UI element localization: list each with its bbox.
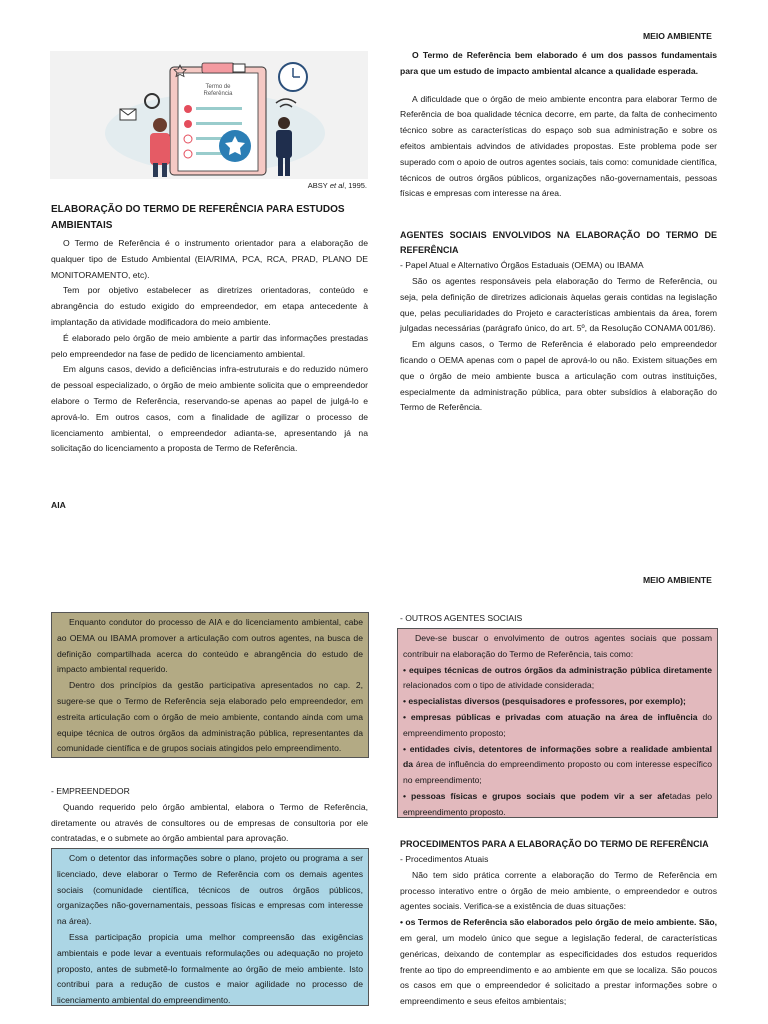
illustration xyxy=(50,51,368,179)
blue-paragraph: Com o detentor das informações sobre o plano, projeto ou programa a ser licenciado, deve elaborar o Termo de Referência com os demais agentes sociais (comunidade científica, técnicos de outros órgãos públicos, organizações não-governamentais, pessoas físicas e empresas com interesse na área). xyxy=(57,853,363,927)
list-item xyxy=(403,789,712,821)
empreendedor-paragraph: Quando requerido pelo órgão ambiental, elabora o Termo de Referência, diretamente ou através de consultores ou de empresas de consultoria por ele contratadas, e o submete ao órgão ambiental para aprovação. xyxy=(51,801,368,844)
pink-callout-box xyxy=(397,628,718,818)
footer-left: AIA xyxy=(51,500,66,510)
procedimentos-heading: PROCEDIMENTOS PARA A ELABORAÇÃO DO TERMO DE REFERÊNCIA xyxy=(400,839,709,849)
right-heading: AGENTES SOCIAIS ENVOLVIDOS NA ELABORAÇÃO DO TERMO DE REFERÊNCIA xyxy=(400,230,717,256)
caption-etal: et al xyxy=(327,181,345,190)
list-item xyxy=(403,710,712,742)
list-item-rest: tadas pelo empreendimento proposto. xyxy=(403,790,712,817)
figure-caption xyxy=(240,181,367,190)
list-item xyxy=(403,694,712,710)
right-column xyxy=(400,48,717,416)
left-heading: ELABORAÇÃO DO TERMO DE REFERÊNCIA PARA ESTUDOS AMBIENTAIS xyxy=(51,204,345,231)
right-paragraph: Em alguns casos, o Termo de Referência é elaborado pelo empreendedor ficando o OEMA apenas com o papel de aprová-lo ou não. Existem situações em que o órgão de meio ambiente busca a articulação com outras instituições, especialmente da administração pública, para obter subsídios à elaboração do Termo de Referência. xyxy=(400,339,717,413)
list-item-bold: • especialistas diversos (pesquisadores e professores, por exemplo); xyxy=(403,696,686,707)
caption-year: , 1995. xyxy=(344,181,367,190)
list-item-rest: relacionados com o tipo de atividade considerada; xyxy=(403,680,595,691)
list-item-rest: área de influência do empreendimento proposto ou com interesse específico no empreendimento; xyxy=(403,759,712,786)
outros-heading: - OUTROS AGENTES SOCIAIS xyxy=(400,613,523,623)
list-item-bold: • equipes técnicas de outros órgãos da administração pública diretamente xyxy=(403,664,712,675)
figure-label-line2: Referência xyxy=(203,91,233,97)
document-illustration xyxy=(50,51,368,179)
left-paragraph: É elaborado pelo órgão de meio ambiente a partir das informações prestadas pelo empreendedor na fase de pedido de licenciamento ambiental. xyxy=(51,332,368,359)
right-intro-bold: O Termo de Referência bem elaborado é um dos passos fundamentais para que um estudo de impacto ambiental alcance a qualidade esperada. xyxy=(400,50,717,76)
list-item-bold: • empresas públicas e privadas com atuação na área de influência xyxy=(403,711,698,722)
right-paragraph: São os agentes responsáveis pela elaboração do Termo de Referência, ou seja, pela definição de diretrizes adicionais àquelas gerais contidas na legislação que, pelas peculiaridades do Projeto e características ambientais da área, forem julgadas necessárias (parágrafo único, do art. 5º, da Resolução CONAMA 001/86). xyxy=(400,275,717,334)
procedimentos-paragraph: Não tem sido prática corrente a elaboração do Termo de Referência em processo interativo entre o órgão de meio ambiente, o empreendedor e outros agentes sociais. Verifica-se a existência de duas situações: xyxy=(400,869,717,912)
empreendedor-heading: - EMPREENDEDOR xyxy=(51,786,130,796)
left-paragraph: Tem por objetivo estabelecer as diretrizes orientadoras, conteúdo e abrangência do estudo exigido do empreendedor, em etapa antecedente à implantação da atividade modificadora do meio ambiente. xyxy=(51,285,368,327)
list-item-rest: do empreendimento proposto; xyxy=(403,711,712,738)
procedimentos-item-bold: • os Termos de Referência são elaborados pelo órgão de meio ambiente. São, xyxy=(400,917,717,928)
olive-paragraph: Dentro dos princípios da gestão participativa apresentados no cap. 2, sugere-se que o Termo de Referência seja elaborado pelo empreendedor, em estreita articulação com o órgão de meio ambiente, contando ainda com uma equipe técnica de outros órgãos da administração pública, representantes da comunidade científica e de grupos sociais atingidos pelo empreendimento. xyxy=(57,680,363,754)
caption-author: ABSY xyxy=(307,181,328,190)
blue-paragraph: Essa participação propicia uma melhor compreensão das exigências ambientais e pode levar a eventuais reformulações ou adequação no projeto proposto, antes de submetê-lo formalmente ao órgão de meio ambiente. Isto contribui para a redução de custos e maior agilidade no processo de licenciamento ambiental do empreendimento. xyxy=(57,931,363,1006)
section-header: MEIO AMBIENTE xyxy=(643,31,712,41)
right-intro-paragraph: A dificuldade que o órgão de meio ambiente encontra para elaborar Termo de Referência de boa qualidade técnica decorre, em parte, da falta de conhecimento técnico sobre as características do espaço sob sua administração e sobre os efeitos ambientais advindos de atividades propostas. Este problema pode ser superado com o apoio de outros agentes sociais, tais como: comunidade científica, técnicos de outros órgãos públicos, organizações não-governamentais, pessoas físicas e empresas com interesse na área. xyxy=(400,93,717,199)
left-column xyxy=(51,202,368,457)
right-subheading: - Papel Atual e Alternativo Órgãos Estaduais (OEMA) ou IBAMA xyxy=(400,260,644,271)
olive-callout-box xyxy=(51,612,369,758)
list-item-bold: • pessoas físicas e grupos sociais que podem vir a ser afe xyxy=(403,790,670,801)
procedimentos-item xyxy=(400,915,717,1010)
section-header-page2: MEIO AMBIENTE xyxy=(643,575,712,585)
procedimentos-section xyxy=(400,837,717,1010)
left-paragraph: Em alguns casos, devido a deficiências infra-estruturais e do reduzido número de pessoal especializado, o órgão de meio ambiente solicita que o empreendedor elabore o Termo de Referência, reservando-se apenas ao papel de julgá-lo e aprová-lo. Em outros casos, com a finalidade de agilizar o processo de licenciamento ambiental, o empreendedor adianta-se, apresentando já na solicitação do licenciamento a proposta de Termo de Referência. xyxy=(51,364,368,454)
olive-paragraph: Enquanto condutor do processo de AIA e do licenciamento ambiental, cabe ao OEMA ou IBAMA promover a articulação com outros agentes, na busca de definição compartilhada acerca do conteúdo e abrangência do estudo de impacto ambiental requerido. xyxy=(57,617,363,675)
empreendedor-section xyxy=(51,784,368,847)
list-item xyxy=(403,663,712,695)
figure-label-line1: Termo de xyxy=(205,84,231,90)
pink-intro: Deve-se buscar o envolvimento de outros agentes sociais que possam contribuir na elaboração do Termo de Referência, tais como: xyxy=(403,633,712,659)
procedimentos-subheading: - Procedimentos Atuais xyxy=(400,854,489,864)
list-item-bold: • entidades civis, detentores de informações sobre a realidade ambiental da xyxy=(403,743,712,770)
procedimentos-item-rest: em geral, um modelo único que segue a legislação federal, de características genéricas, deixando de contemplar as especificidades dos estudos requeridos frente ao tipo do empreendimento e ao ambiente em que se localiza. São poucos os casos em que o empreendedor é solicitado a prestar informações sobre o empreendimento e seus efeitos ambientais; xyxy=(400,932,717,1007)
agents-list xyxy=(403,663,712,821)
list-item xyxy=(403,742,712,789)
blue-callout-box xyxy=(51,848,369,1006)
left-paragraph: O Termo de Referência é o instrumento orientador para a elaboração de qualquer tipo de Estudo Ambiental (EIA/RIMA, PCA, RCA, PRAD, PLANO DE MONITORAMENTO, etc). xyxy=(51,238,368,280)
